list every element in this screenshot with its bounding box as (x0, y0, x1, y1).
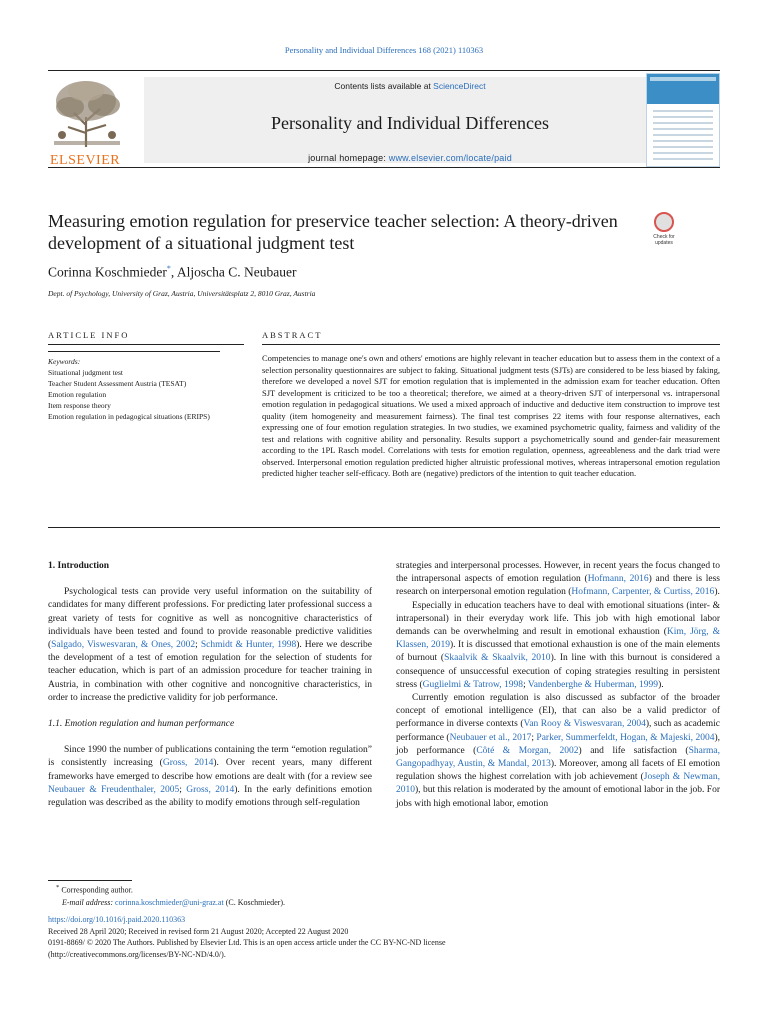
homepage-prefix: journal homepage: (308, 153, 389, 163)
author-separator: , (170, 264, 177, 280)
paragraph-text: ). In the early definitions emotion regulation was described as the ability to modify emotions through self-regulation (48, 784, 372, 809)
paragraph-text: ). Moreover, among all facets of EI emotion regulation shows the highest correlation with job achievement ( (396, 759, 720, 783)
citation-link[interactable]: Van Rooy & Viswesvaran, 2004 (523, 719, 646, 730)
footnote-divider (48, 880, 132, 881)
citation-link[interactable]: Côté & Morgan, 2002 (476, 745, 579, 756)
abstract-heading: ABSTRACT (262, 330, 323, 340)
citation-link[interactable]: Schmidt & Hunter, 1998 (200, 640, 297, 651)
keyword-item: Situational judgment test (48, 368, 123, 377)
journal-title: Personality and Individual Differences (270, 113, 550, 133)
license-line: 0191-8869/ © 2020 The Authors. Published by Elsevier Ltd. This is an open access article under the CC BY-NC-ND license (48, 938, 446, 947)
paragraph (48, 744, 372, 810)
header-center-panel (144, 77, 676, 163)
footnote-mark: * (56, 884, 60, 891)
paragraph-text: ). (714, 587, 720, 598)
elsevier-tree-icon (48, 77, 126, 149)
divider (48, 351, 220, 352)
check-updates-icon (654, 212, 674, 232)
homepage-line (144, 153, 676, 163)
footnote (48, 882, 448, 909)
body-column-left (48, 560, 372, 810)
paragraph-text: ; (531, 732, 537, 743)
citation-link[interactable]: Joseph & Newman, 2010 (396, 772, 720, 796)
subsection-heading: 1.1. Emotion regulation and human performance (48, 719, 235, 730)
citation-link[interactable]: Gross, 2014 (186, 784, 235, 795)
keyword-item: Emotion regulation (48, 390, 107, 399)
divider (48, 344, 244, 345)
journal-citation-link[interactable]: Personality and Individual Differences 168 (2021) 110363 (284, 45, 484, 55)
keyword-item: Emotion regulation in pedagogical situations (ERIPS) (48, 412, 210, 421)
citation-link[interactable]: Hofmann, 2016 (587, 574, 649, 585)
paragraph-text: ) and there is less research on interpersonal emotion regulation ( (396, 574, 721, 598)
paragraph-text: Especially in education teachers have to deal with emotional situations (inter- & intrapersonal) in their everyday work life. This job with high emotional labor demands can be overwhelming and result in emotional exhaustion ( (396, 600, 720, 638)
paragraph-text: Currently emotion regulation is also discussed as subfactor of the broader concept of emotional intelligence (EI), that can also be a valid predictor of performance in diverse contexts ( (396, 693, 720, 730)
received-dates: Received 28 April 2020; Received in revised form 21 August 2020; Accepted 22 August 2020 (48, 926, 349, 936)
paragraph-text: ), job performance ( (396, 732, 721, 756)
doi-link[interactable]: https://doi.org/10.1016/j.paid.2020.110363 (48, 915, 186, 924)
paragraph (48, 586, 372, 705)
paragraph-text: ). (658, 679, 664, 690)
citation-link[interactable]: Guglielmi & Tatrow, 1998 (422, 679, 524, 690)
citation-link[interactable]: Sharma, Gangopadhyay, Austin, & Mandal, 2013 (396, 745, 720, 770)
corresponding-author-mark[interactable]: * (166, 264, 171, 273)
citation-link[interactable]: Kim, Jörg, & Klassen, 2019 (396, 627, 720, 651)
citation-link[interactable]: Neubauer et al., 2017 (449, 732, 532, 743)
check-for-updates-badge[interactable] (646, 212, 682, 252)
article-info-heading: ARTICLE INFO (48, 330, 130, 340)
divider (262, 344, 720, 345)
keywords-title: Keywords: (48, 357, 81, 366)
email-label: E-mail address: (62, 897, 116, 907)
email-suffix: (C. Koschmieder). (223, 897, 286, 907)
journal-cover-thumbnail[interactable] (646, 73, 720, 167)
paragraph (396, 560, 720, 600)
homepage-link[interactable]: www.elsevier.com/locate/paid (388, 153, 512, 163)
citation-link[interactable]: Neubauer & Freudenthaler, 2005 (48, 784, 180, 795)
paragraph-text: ; (179, 784, 187, 795)
journal-header (48, 70, 720, 168)
license-url[interactable]: (http://creativecommons.org/licenses/BY-NC-ND/4.0/). (48, 949, 226, 959)
paragraph-text: ), but this relation is moderated by the amount of emotional labor in the job. For jobs with high emotional labor, emotion (396, 785, 720, 809)
citation-link[interactable]: Gross, 2014 (162, 758, 214, 769)
divider (48, 527, 720, 528)
paragraph (396, 600, 720, 692)
email-link[interactable]: corinna.koschmieder@uni-graz.at (115, 897, 224, 907)
section-heading: 1. Introduction (48, 561, 110, 571)
paragraph-text: ). In line with this burnout is considered a consequence of unsuccessful execution of coping strategies resulting in persistent stress ( (396, 653, 720, 690)
citation-link[interactable]: Skaalvik & Skaalvik, 2010 (444, 653, 551, 664)
corresponding-note: Corresponding author. (59, 885, 133, 895)
keyword-item: Item response theory (48, 401, 111, 410)
author-name[interactable]: Corinna Koschmieder (48, 264, 167, 280)
article-metadata (48, 914, 608, 960)
sciencedirect-link[interactable]: ScienceDirect (433, 81, 486, 91)
keyword-item: Teacher Student Assessment Austria (TESAT) (48, 379, 187, 388)
elsevier-logo[interactable] (48, 77, 126, 168)
paragraph-text: ; (523, 679, 528, 690)
article-title: Measuring emotion regulation for preservice teacher selection: A theory-driven development of a situational judgment test (48, 211, 618, 253)
paragraph-text: Psychological tests can provide very useful information on the suitability of candidates for many different professions. For predicting later professional success a great variety of tests for cognitive as well as noncognitive characteristics of individuals have been tested and found to provide reasonable predictive validities ( (48, 587, 372, 651)
paragraph-text: strategies and interpersonal processes. However, in recent years the focus changed to the intrapersonal aspects of emotion regulation ( (396, 561, 720, 585)
paragraph-text: ). Over recent years, many different frameworks have emerged to describe how emotions are dealt with (for a review see (48, 758, 372, 782)
author-name[interactable]: Aljoscha C. Neubauer (176, 264, 297, 280)
abstract-text: Competencies to manage one's own and others' emotions are highly relevant in teacher education but to assess them in the context of a selection personality questionnaires are subject to faking. Situational judgment tests (SJTs) are considered to be less biased by faking, therefore we developed a novel SJT for emotion regulation that is implemented in the admission exam for teacher education. Often SJT development is criticized to be too a theoretical; therefore, we aimed at a theory-driven SJT of interpersonal vs. intrapersonal emotion regulation in pedagogical situations. We used a mixed approach of inductive and deductive item construction to improve test quality (item homogeneity and measurement fairness). The final test comprises 22 items with four response alternatives, each expressing one of four emotion regulation strategies. In two studies, we examined psychometric quality, fairness and validity of the test and relations with cognitive ability and personality. Results support a psychometrically sound and gender-fair measurement according to the 1PL Rasch model. Correlations with tests for emotion regulation, openness, agreeableness and the dark triad were observed. Interpersonal emotion regulation predicted higher altruistic professional motives, whereas intrapersonal emotion regulation predicted higher teacher self-efficacy. Both are (negative) predictors of the intention to quit teacher education. (262, 353, 720, 478)
paragraph-text: Since 1990 the number of publications containing the term “emotion regulation” is consistently increasing ( (48, 745, 372, 769)
paragraph-text: ) and life satisfaction ( (578, 745, 689, 756)
body-column-right (396, 560, 720, 811)
elsevier-wordmark: ELSEVIER (50, 153, 121, 168)
keywords-block (48, 356, 244, 422)
author-affiliation: Dept. of Psychology, University of Graz, Austria, Universitätsplatz 2, 8010 Graz, Austria (48, 289, 316, 298)
citation-link[interactable]: Vandenberghe & Huberman, 1999 (527, 679, 659, 690)
contents-line (144, 81, 676, 91)
paragraph (396, 692, 720, 811)
paragraph-text: ), such as academic performance ( (396, 719, 720, 743)
author-list (48, 264, 296, 281)
citation-link[interactable]: Salgado, Viswesvaran, & Ones, 2002 (51, 640, 196, 651)
paragraph-text: ; (195, 640, 201, 651)
check-updates-label: Check for updates (653, 234, 675, 246)
paragraph-text: ). It is discussed that emotional exhaustion is one of the main elements of burnout ( (396, 640, 721, 664)
paragraph-text: ). Here we describe the development of a test of emotion regulation for the selection of students for teacher education, which is part of an admission procedure for teacher training in Austria, in combination with other cognitive and noncognitive characteristics, in order to increase the predictive validity for job performance. (48, 640, 372, 703)
contents-prefix: Contents lists available at (334, 81, 434, 91)
citation-link[interactable]: Parker, Summerfeldt, Hogan, & Majeski, 2004 (536, 732, 715, 743)
citation-link[interactable]: Hofmann, Carpenter, & Curtiss, 2016 (571, 587, 715, 598)
